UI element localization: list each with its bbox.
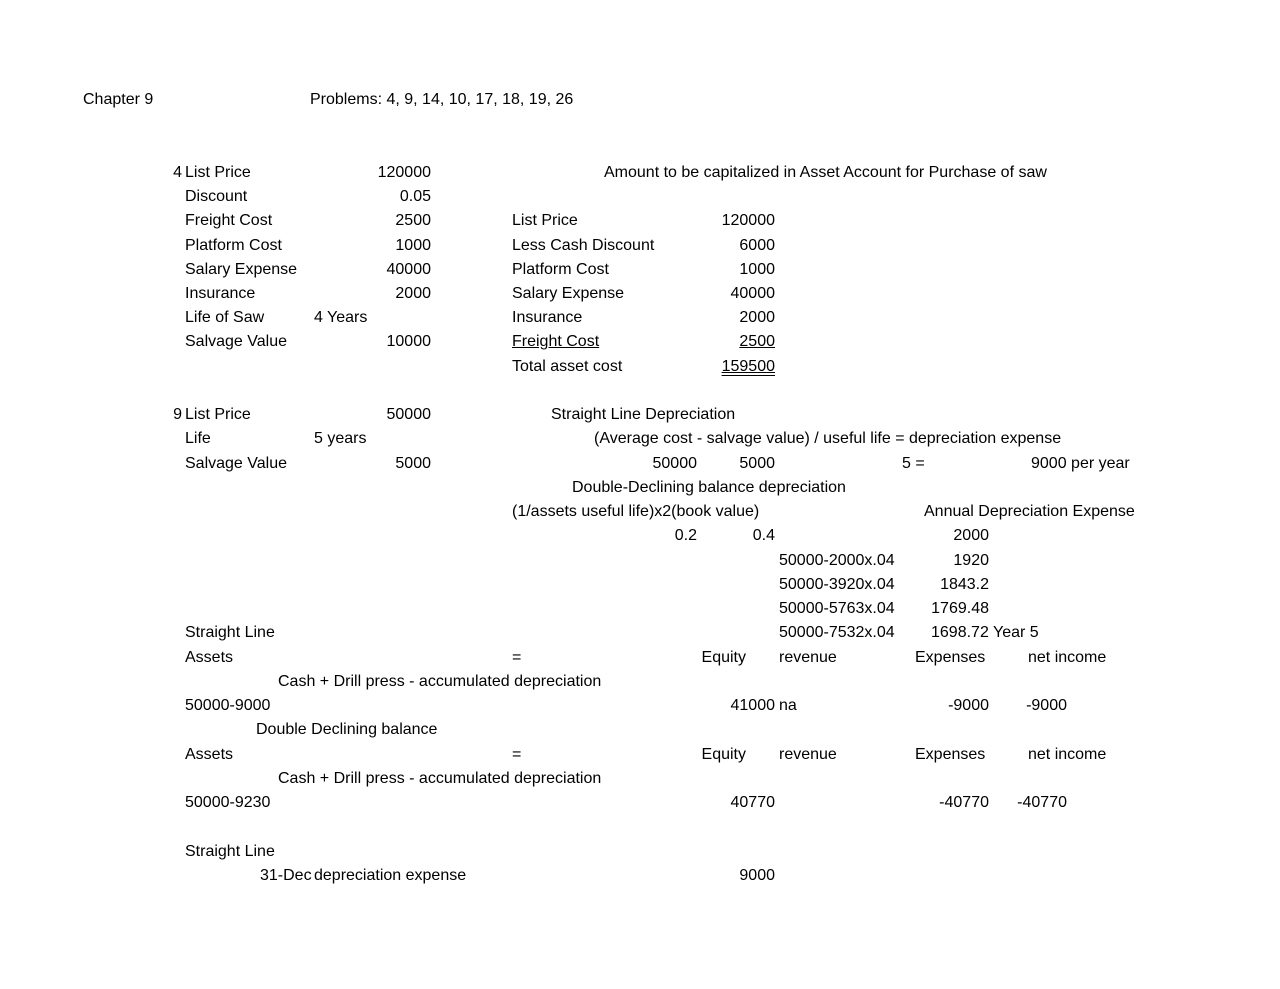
sl-eq-net-value: -9000 <box>1026 697 1067 714</box>
journal-section: Straight Line <box>185 843 275 860</box>
p4-input-label: Salary Expense <box>185 261 298 278</box>
p9-input-label: Salvage Value <box>185 455 287 472</box>
capitalized-value: 2500 <box>739 333 775 350</box>
ddb-title: Double-Declining balance depreciation <box>572 479 846 496</box>
ddb-eq-equity: Equity <box>701 746 746 763</box>
p9-input-value: 5000 <box>395 455 431 472</box>
total-asset-cost-value: 159500 <box>721 358 775 375</box>
ddb-header: Annual Depreciation Expense <box>924 503 1135 520</box>
problem-number-9: 9 <box>173 406 182 423</box>
capitalized-value: 40000 <box>730 285 775 302</box>
ddb-eq-net-value: -40770 <box>1017 794 1067 811</box>
ddb-first-value: 2000 <box>953 527 989 544</box>
sl-eq-section: Straight Line <box>185 624 275 641</box>
p9-input-label: Life <box>185 430 211 447</box>
p4-input-label: List Price <box>185 164 251 181</box>
p4-input-value: 2000 <box>395 285 431 302</box>
capitalized-value: 1000 <box>739 261 775 278</box>
sl-formula: (Average cost - salvage value) / useful life = depreciation expense <box>594 430 1062 447</box>
chapter-title: Chapter 9 <box>83 91 154 108</box>
ddb-eq-net-income: net income <box>1028 746 1107 763</box>
capitalized-label: Salary Expense <box>512 285 625 302</box>
sl-calc-cost: 50000 <box>652 455 697 472</box>
problems-list: Problems: 4, 9, 14, 10, 17, 18, 19, 26 <box>310 91 574 108</box>
p4-input-value: 120000 <box>377 164 431 181</box>
p4-input-value: 2500 <box>395 212 431 229</box>
ddb-row-calc: 50000-7532x.04 <box>779 624 895 641</box>
ddb-eq-expenses: Expenses <box>915 746 986 763</box>
p9-input-value: 5 years <box>314 430 367 447</box>
journal-date: 31-Dec <box>260 867 312 884</box>
sl-title: Straight Line Depreciation <box>551 406 736 423</box>
p4-input-label: Life of Saw <box>185 309 265 326</box>
ddb-rate: 0.2 <box>674 527 697 544</box>
ddb-eq-assets: Assets <box>185 746 234 763</box>
ddb-eq-assets-calc: 50000-9230 <box>185 794 271 811</box>
capitalized-label: Less Cash Discount <box>512 237 655 254</box>
sl-calc-result: 9000 per year <box>1031 455 1130 472</box>
problem-number-4: 4 <box>173 164 182 181</box>
p9-input-label: List Price <box>185 406 251 423</box>
capitalized-label: Platform Cost <box>512 261 609 278</box>
capitalized-value: 6000 <box>739 237 775 254</box>
sl-eq-net-income: net income <box>1028 649 1107 666</box>
sl-eq-assets-calc: 50000-9000 <box>185 697 271 714</box>
p4-input-value: 40000 <box>386 261 431 278</box>
ddb-formula: (1/assets useful life)x2(book value) <box>512 503 760 520</box>
p4-input-value: 10000 <box>386 333 431 350</box>
ddb-eq-assets-detail: Cash + Drill press - accumulated depreciation <box>278 770 602 787</box>
journal-entry: depreciation expense <box>314 867 467 884</box>
sl-calc-life: 5 = <box>902 455 925 472</box>
p4-input-value: 0.05 <box>399 188 431 205</box>
p4-input-label: Salvage Value <box>185 333 287 350</box>
total-asset-cost-label: Total asset cost <box>512 358 623 375</box>
journal-amount: 9000 <box>739 867 775 884</box>
p4-input-label: Platform Cost <box>185 237 282 254</box>
sl-eq-assets: Assets <box>185 649 234 666</box>
sl-eq-equity-value: 41000 <box>730 697 775 714</box>
p4-input-value: 4 Years <box>314 309 368 326</box>
ddb-eq-revenue: revenue <box>779 746 837 763</box>
p4-input-value: 1000 <box>395 237 431 254</box>
p4-input-label: Discount <box>185 188 248 205</box>
sl-eq-equals: = <box>512 649 522 666</box>
sl-calc-salvage: 5000 <box>739 455 775 472</box>
ddb-row-calc: 50000-5763x.04 <box>779 600 895 617</box>
sl-eq-revenue-value: na <box>779 697 797 714</box>
ddb-double-rate: 0.4 <box>752 527 775 544</box>
capitalized-title: Amount to be capitalized in Asset Account for Purchase of saw <box>604 164 1047 181</box>
ddb-row-value: 1769.48 <box>931 600 989 617</box>
ddb-row-value: 1920 <box>953 552 989 569</box>
ddb-eq-section: Double Declining balance <box>256 721 438 738</box>
p9-input-value: 50000 <box>386 406 431 423</box>
ddb-row-calc: 50000-3920x.04 <box>779 576 895 593</box>
sl-eq-equity: Equity <box>701 649 746 666</box>
ddb-eq-equity-value: 40770 <box>730 794 775 811</box>
capitalized-label: List Price <box>512 212 578 229</box>
sl-eq-expenses-value: -9000 <box>948 697 989 714</box>
ddb-row-value: 1698.72 Year 5 <box>931 624 1039 641</box>
ddb-row-value: 1843.2 <box>940 576 989 593</box>
capitalized-label: Insurance <box>512 309 583 326</box>
ddb-eq-expenses-value: -40770 <box>939 794 989 811</box>
p4-input-label: Insurance <box>185 285 256 302</box>
ddb-row-calc: 50000-2000x.04 <box>779 552 895 569</box>
capitalized-label: Freight Cost <box>512 333 600 350</box>
sl-eq-revenue: revenue <box>779 649 837 666</box>
p4-input-label: Freight Cost <box>185 212 273 229</box>
sl-eq-expenses: Expenses <box>915 649 986 666</box>
capitalized-value: 120000 <box>721 212 775 229</box>
ddb-eq-equals: = <box>512 746 522 763</box>
capitalized-value: 2000 <box>739 309 775 326</box>
sl-eq-assets-detail: Cash + Drill press - accumulated depreciation <box>278 673 602 690</box>
